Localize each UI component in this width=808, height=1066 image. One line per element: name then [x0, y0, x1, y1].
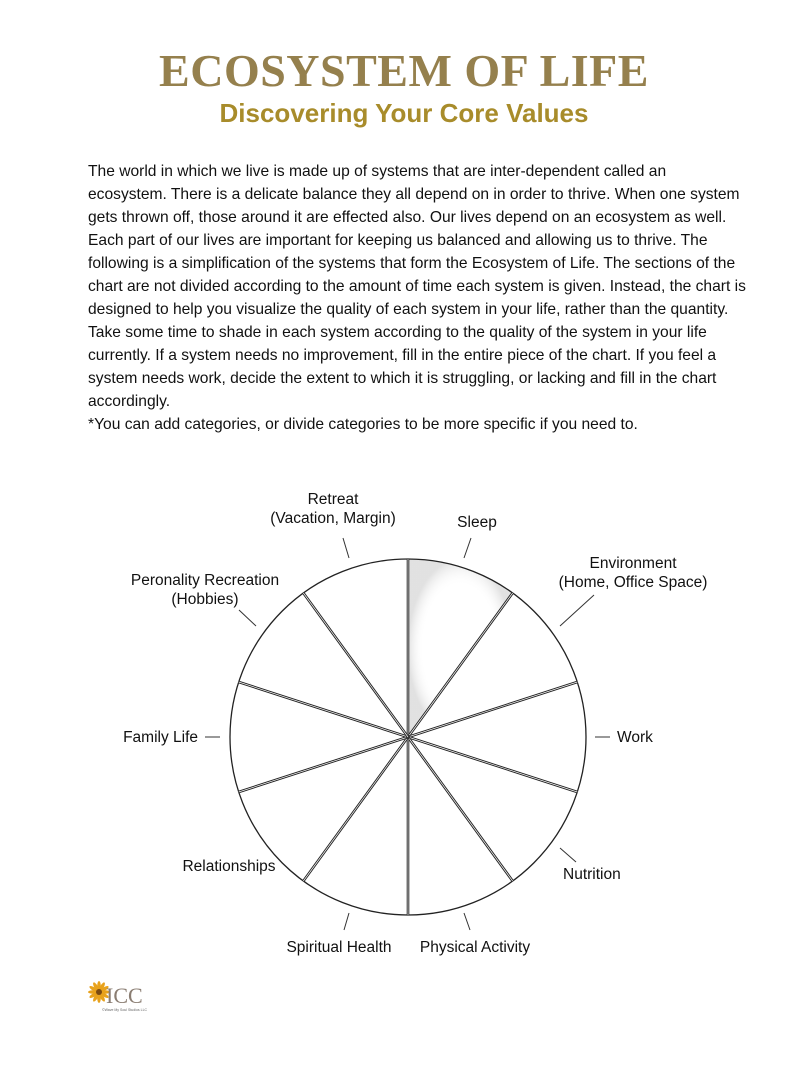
- leader-line-physical-activity: [464, 913, 470, 930]
- label-spiritual-health: Spiritual Health: [286, 939, 392, 956]
- label-physical-activity: Physical Activity: [419, 939, 531, 956]
- intro-text: [88, 160, 748, 436]
- intro-note: *You can add categories, or divide categories to be more specific if you need to.: [88, 416, 638, 433]
- leader-line-spiritual-health: [344, 913, 349, 930]
- leader-line-peronality-recreation: [239, 610, 256, 626]
- label-family-life: Family Life: [123, 729, 198, 746]
- sublabel-peronality-recreation: (Hobbies): [171, 591, 239, 608]
- leader-line-sleep: [464, 538, 471, 558]
- label-sleep: Sleep: [457, 514, 497, 531]
- leader-line-environment: [560, 595, 594, 626]
- label-relationships: Relationships: [182, 858, 276, 875]
- label-peronality-recreation: Peronality Recreation: [130, 572, 280, 589]
- page-subtitle: Discovering Your Core Values: [219, 98, 589, 128]
- label-retreat: Retreat: [307, 491, 359, 508]
- intro-paragraph: The world in which we live is made up of systems that are inter-dependent called an ecosystem. There is a delicate balance they all depend on in order to thrive. When one system gets thrown off, those around it are effected also. Our lives depend on an ecosystem as well. Each part of our lives are important for keeping us balanced and allowing us to thrive. The following is a simplification of the systems that form the Ecosystem of Life. The sections of the chart are not divided according to the amount of time each system is given. Instead, the chart is designed to help you visualize the quality of each system in your life, rather than the quantity. Take some time to shade in each system according to the quality of the system in your life currently. If a system needs no improvement, fill in the entire piece of the chart. If you feel a system needs work, decide the extent to which it is struggling, or lacking and fill in the chart accordingly.: [88, 163, 746, 410]
- sublabel-retreat: (Vacation, Margin): [270, 510, 396, 527]
- logo-tagline: ©Wave My Soul Studios LLC: [102, 1008, 148, 1012]
- page-title: ECOSYSTEM OF LIFE: [159, 45, 649, 96]
- leader-line-nutrition: [560, 848, 576, 862]
- label-nutrition: Nutrition: [563, 866, 621, 883]
- leader-line-retreat: [343, 538, 349, 558]
- logo-text: ICC: [106, 983, 143, 1008]
- label-environment: Environment: [589, 555, 677, 572]
- icc-logo: [88, 980, 168, 1020]
- label-work: Work: [617, 729, 653, 746]
- ecosystem-chart: [0, 470, 808, 980]
- flower-center: [96, 989, 102, 995]
- sublabel-environment: (Home, Office Space): [558, 574, 708, 591]
